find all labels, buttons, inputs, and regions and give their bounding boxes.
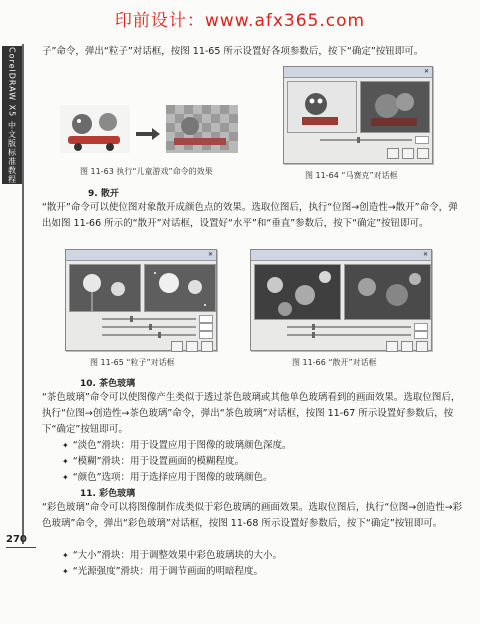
section-9-title: 9. 散开 xyxy=(88,189,119,199)
preview-original xyxy=(69,264,141,312)
particle-slider-2[interactable] xyxy=(102,326,196,328)
horizontal-slider[interactable] xyxy=(287,326,411,328)
preview-result xyxy=(360,81,430,133)
size-slider[interactable] xyxy=(320,139,412,141)
dialog-title-bar xyxy=(284,67,432,78)
watermark-text: 印前设计：www.afx365.com xyxy=(114,11,366,31)
particle-slider-3[interactable] xyxy=(102,334,196,336)
bullet-item: ✦ “颜色”选项：用于选择应用于图像的玻璃颜色。 xyxy=(62,470,462,486)
figure-11-64-caption: 图 11-64 “马赛克”对话框 xyxy=(305,171,398,180)
bullet-item: ✦ “光源强度”滑块：用于调节画面的明暗程度。 xyxy=(62,564,462,580)
particles-dialog xyxy=(65,249,217,351)
bullet-item: ✦ “淡色”滑块：用于设置应用于图像的玻璃颜色深度。 xyxy=(62,438,462,454)
section-11-title: 11. 彩色玻璃 xyxy=(80,489,136,499)
section-10-text: “茶色玻璃”命令可以使图像产生类似于透过茶色玻璃或其他单色玻璃看到的画面效果。选取位图后，执行“位图→创造性→茶色玻璃”命令，弹出“茶色玻璃”对话框，按图 11-67 所示设置好参数后，按下“确定”按钮即可。 xyxy=(42,392,461,435)
section-10-bullets xyxy=(62,438,462,486)
dialog-title-bar xyxy=(251,250,431,261)
preview-button[interactable] xyxy=(387,148,399,159)
preview-original xyxy=(254,264,341,320)
chapter-side-tab xyxy=(2,46,22,184)
mosaic-dialog xyxy=(283,66,433,164)
bullet-item: ✦ “大小”滑块：用于调整效果中彩色玻璃块的大小。 xyxy=(62,548,462,564)
help-button[interactable] xyxy=(416,341,428,352)
scatter-dialog xyxy=(250,249,432,351)
close-icon[interactable]: ✕ xyxy=(422,251,428,258)
preview-result xyxy=(344,264,431,320)
page-number-rule xyxy=(6,547,36,548)
bullet-item: ✦ “模糊”滑块：用于设置画面的模糊程度。 xyxy=(62,454,462,470)
dialog-title-bar xyxy=(66,250,216,261)
particle-slider-1[interactable] xyxy=(102,318,196,320)
side-tab-label: CorelDRAW X5 中文版标准教程 xyxy=(7,46,17,184)
figure-11-65-caption: 图 11-65 “粒子”对话框 xyxy=(90,358,175,367)
size-slider-row xyxy=(287,136,429,144)
vertical-slider[interactable] xyxy=(287,334,411,336)
ok-button[interactable] xyxy=(402,148,414,159)
ok-button[interactable] xyxy=(386,341,398,352)
right-arrow-icon xyxy=(136,128,160,140)
section-10-title: 10. 茶色玻璃 xyxy=(80,379,136,389)
figure-11-66-caption: 图 11-66 “散开”对话框 xyxy=(292,358,377,367)
figure-11-63 xyxy=(60,100,240,155)
section-9-text: “散开”命令可以使位图对象散开成颜色点的效果。选取位图后，执行“位图→创造性→散开”命令，弹出如图 11-66 所示的“散开”对话框，设置好“水平”和“垂直”参数后，按下“确定”按钮即可。 xyxy=(42,202,458,229)
cancel-button[interactable] xyxy=(186,341,198,352)
children-game-images xyxy=(60,100,240,155)
cancel-button[interactable] xyxy=(401,341,413,352)
size-input[interactable] xyxy=(415,136,429,144)
horizontal-input[interactable] xyxy=(414,323,428,331)
help-button[interactable] xyxy=(201,341,213,352)
cancel-button[interactable] xyxy=(417,148,429,159)
preview-original xyxy=(287,81,357,133)
section-11-text: “彩色玻璃”命令可以将图像制作成类似于彩色玻璃的画面效果。选取位图后，执行“位图→创造性→彩色玻璃”命令，弹出“彩色玻璃”对话框，按图 11-68 所示设置好参数后，按下“确定”按钮即可。 xyxy=(42,502,463,529)
intro-paragraph: 子”命令，弹出“粒子”对话框，按图 11-65 所示设置好各项参数后，按下“确定”按钮即可。 xyxy=(42,46,424,57)
page-number: 270 xyxy=(6,534,27,545)
section-11-bullets xyxy=(62,548,462,580)
figure-11-63-caption: 图 11-63 执行“儿童游戏”命令的效果 xyxy=(80,167,213,176)
close-icon[interactable]: ✕ xyxy=(207,251,213,258)
close-icon[interactable]: ✕ xyxy=(423,68,429,75)
left-margin-rule xyxy=(22,44,24,544)
ok-button[interactable] xyxy=(171,341,183,352)
vertical-input[interactable] xyxy=(414,331,428,339)
preview-result xyxy=(144,264,216,312)
